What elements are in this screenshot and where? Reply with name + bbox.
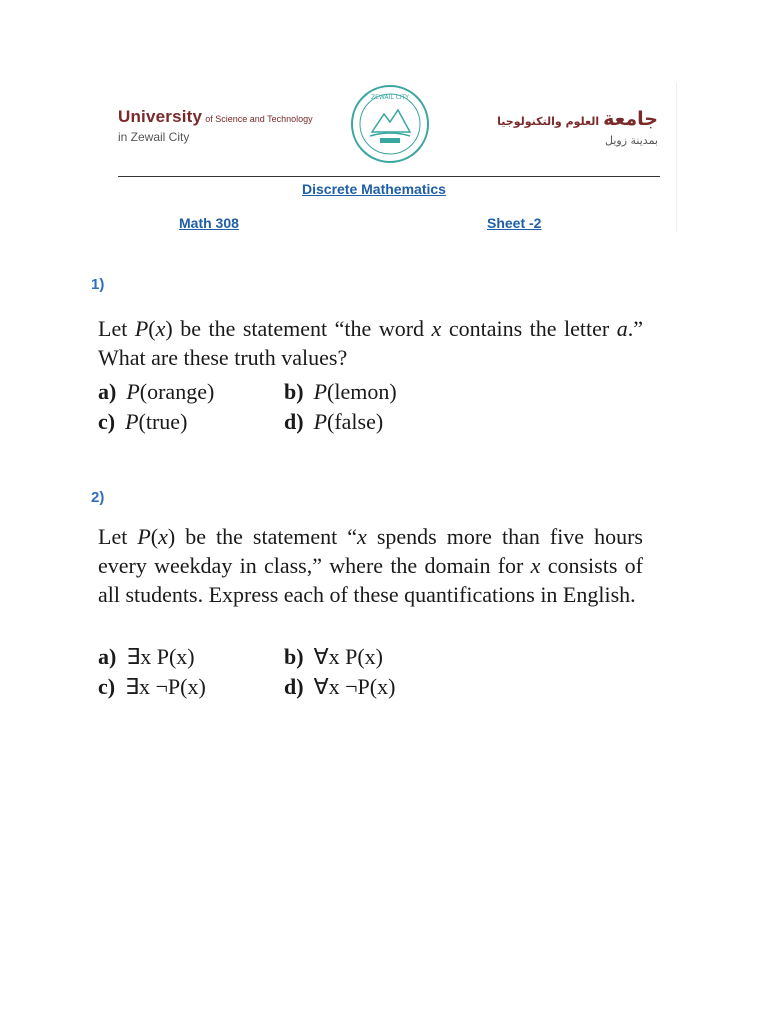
question-2-option-d: d) ∀x ¬P(x) <box>284 674 396 699</box>
question-2-option-c: c) ∃x ¬P(x) <box>98 674 206 699</box>
question-1-option-a: a) P(orange) <box>98 379 215 404</box>
course-code-link[interactable]: Math 308 <box>179 215 239 231</box>
university-name-en-main: University <box>118 107 203 126</box>
university-seal-logo <box>350 84 430 164</box>
question-2-options <box>98 642 458 702</box>
question-2-option-a: a) ∃x P(x) <box>98 644 195 669</box>
university-name-ar-main: جامعة <box>603 108 658 130</box>
seal-text: ZEWAIL CITY <box>371 94 409 101</box>
question-2-option-b: b) ∀x P(x) <box>284 644 383 669</box>
question-2-text: Let P(x) be the statement “x spends more than five hours every weekday in class,” where the domain for x consists of all students. Express each of these quantifications in English. <box>98 524 643 607</box>
university-city-ar: بمدينة زويل <box>605 134 658 147</box>
university-name-en-sub: of Science and Technology <box>205 114 313 124</box>
course-title-link[interactable]: Discrete Mathematics <box>302 181 446 197</box>
header-divider <box>118 176 660 177</box>
sheet-number-link[interactable]: Sheet -2 <box>487 215 542 231</box>
question-1-option-c: c) P(true) <box>98 409 188 434</box>
document-header <box>118 82 678 232</box>
question-1-text: Let P(x) be the statement “the word x contains the letter a.” What are these truth values? <box>98 316 643 370</box>
question-1-option-b: b) P(lemon) <box>284 379 397 404</box>
university-city-en: in Zewail City <box>118 130 190 144</box>
question-1-options <box>98 377 458 437</box>
question-1-number: 1) <box>91 276 105 293</box>
university-name-ar-sub: العلوم والتكنولوجيا <box>497 115 600 128</box>
question-2-number: 2) <box>91 489 105 506</box>
question-1-option-d: d) P(false) <box>284 409 384 434</box>
university-name-english <box>118 107 313 144</box>
header-frame-edge <box>676 82 677 232</box>
university-name-arabic <box>497 108 658 147</box>
